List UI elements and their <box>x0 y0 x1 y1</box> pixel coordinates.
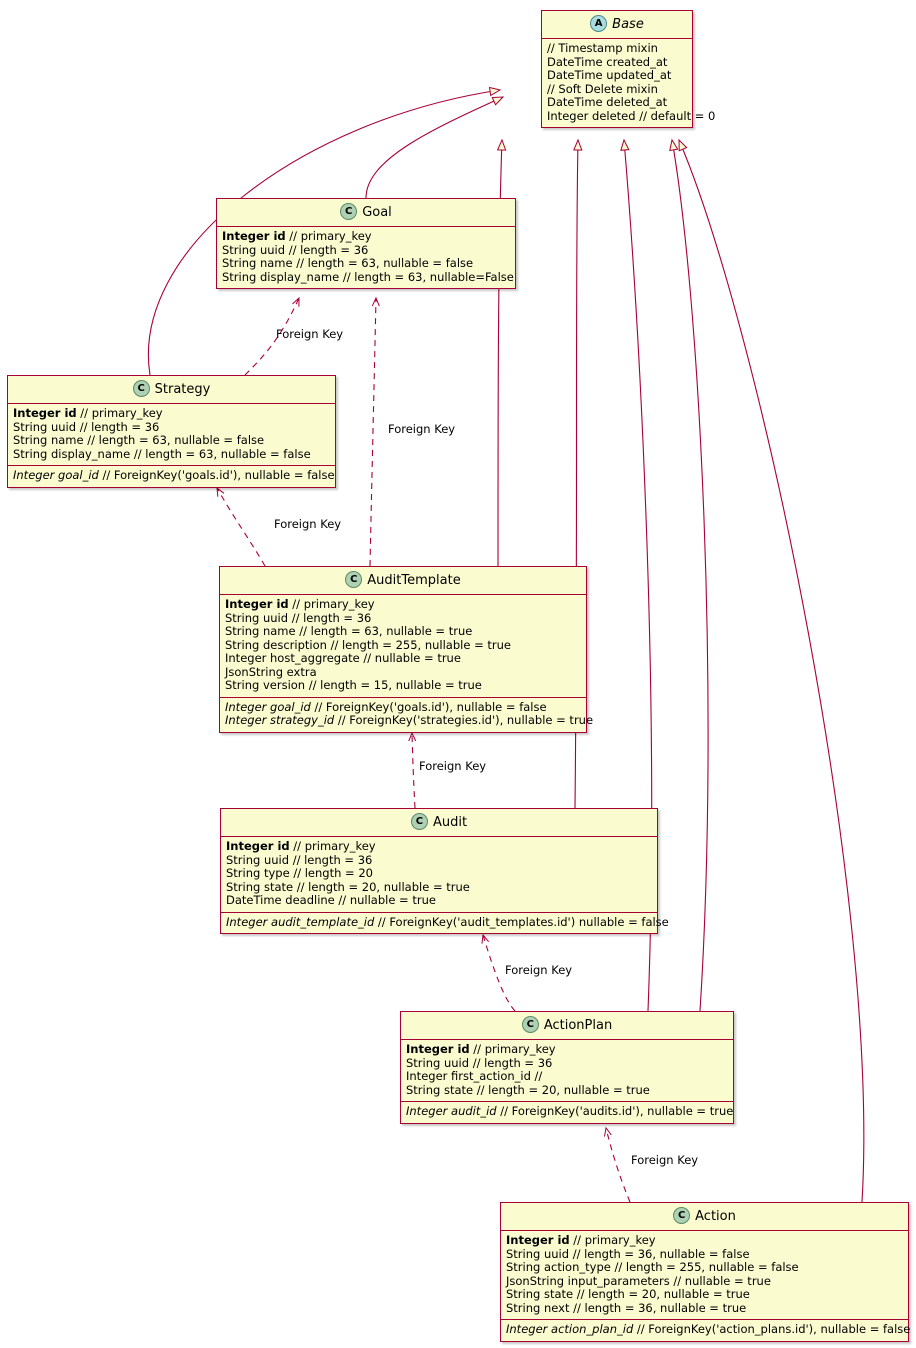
attributes-compartment-action-plan <box>401 1040 733 1101</box>
class-stereotype-icon: C <box>522 1016 539 1033</box>
attribute-row: DateTime created_at <box>547 54 668 69</box>
attribute-row: String type // length = 20 <box>226 866 373 880</box>
attribute-row-pk: Integer id // primary_key <box>506 1233 656 1247</box>
attribute-row: String uuid // length = 36 <box>222 242 369 257</box>
class-box-strategy[interactable] <box>7 375 336 488</box>
attribute-row: DateTime updated_at <box>547 68 672 82</box>
attribute-row-pk: Integer id // primary_key <box>226 839 376 853</box>
class-header-goal <box>217 199 515 227</box>
class-name-strategy: Strategy <box>154 382 211 397</box>
attribute-row: String action_type // length = 255, nullable = false <box>506 1260 799 1274</box>
class-name-audit-template: AuditTemplate <box>367 573 461 588</box>
attribute-row-pk: Integer id // primary_key <box>225 597 375 611</box>
attribute-row: String display_name // length = 63, nullable = false <box>13 446 311 461</box>
class-box-audit-template[interactable] <box>219 566 594 733</box>
attribute-row: String version // length = 15, nullable = true <box>225 678 482 692</box>
attribute-row: String name // length = 63, nullable = true <box>225 624 473 638</box>
attribute-row-fk: Integer audit_id // ForeignKey('audits.id'), nullable = true <box>406 1104 734 1118</box>
attributes-compartment-action <box>501 1231 908 1319</box>
attributes-compartment-audit <box>221 837 657 912</box>
class-name-action: Action <box>695 1209 736 1224</box>
attribute-row: JsonString input_parameters // nullable = true <box>506 1273 771 1288</box>
attribute-row: String description // length = 255, nullable = true <box>225 637 511 652</box>
attribute-row-pk: Integer id // primary_key <box>13 406 163 420</box>
attribute-row: String uuid // length = 36 <box>406 1055 553 1070</box>
attribute-row: String uuid // length = 36 <box>225 610 372 625</box>
foreign-keys-compartment-action-plan <box>401 1101 733 1123</box>
attribute-row-fk: Integer goal_id // ForeignKey('goals.id'), nullable = false <box>225 699 547 714</box>
attribute-row: Integer host_aggregate // nullable = true <box>225 651 461 665</box>
class-header-audit <box>221 809 657 837</box>
foreign-keys-compartment-audit-template <box>220 697 594 732</box>
attribute-row: String name // length = 63, nullable = false <box>222 256 474 270</box>
attribute-row-fk: Integer audit_template_id // ForeignKey('audit_templates.id') nullable = false <box>226 914 669 929</box>
edge-label-foreign-key: Foreign Key <box>274 517 342 531</box>
foreign-keys-compartment-audit <box>221 912 669 934</box>
attribute-row: Integer first_action_id // <box>406 1069 543 1083</box>
class-name-action-plan: ActionPlan <box>543 1018 613 1033</box>
class-header-strategy <box>8 376 335 404</box>
attribute-row: String next // length = 36, nullable = true <box>506 1300 747 1315</box>
class-header-action-plan <box>401 1012 733 1040</box>
class-stereotype-icon: C <box>673 1207 690 1224</box>
attribute-row: String state // length = 20, nullable = true <box>406 1082 650 1097</box>
attribute-row: Integer deleted // default = 0 <box>547 108 716 123</box>
abstract-stereotype-icon: A <box>590 15 607 32</box>
class-box-audit[interactable] <box>220 808 669 934</box>
attributes-compartment-audit-template <box>220 595 586 697</box>
attribute-row-fk: Integer strategy_id // ForeignKey('strategies.id'), nullable = true <box>225 713 594 727</box>
class-name-goal: Goal <box>362 205 392 220</box>
attribute-row: String uuid // length = 36, nullable = false <box>506 1246 750 1261</box>
attribute-row: String state // length = 20, nullable = true <box>506 1287 750 1301</box>
attribute-row: DateTime deadline // nullable = true <box>226 893 436 907</box>
attribute-row: // Soft Delete mixin <box>547 81 658 96</box>
edge-label-foreign-key: Foreign Key <box>505 963 573 977</box>
attribute-row: DateTime deleted_at <box>547 95 668 109</box>
attribute-row: String uuid // length = 36 <box>226 852 373 867</box>
attribute-row-pk: Integer id // primary_key <box>406 1042 556 1056</box>
attribute-row-fk: Integer action_plan_id // ForeignKey('action_plans.id'), nullable = false <box>506 1322 911 1336</box>
class-header-action <box>501 1203 908 1231</box>
attributes-compartment-goal <box>217 227 515 288</box>
class-header-base <box>542 11 692 39</box>
class-box-action[interactable] <box>500 1202 909 1342</box>
edge-label-foreign-key: Foreign Key <box>631 1153 699 1167</box>
attribute-row-fk: Integer goal_id // ForeignKey('goals.id'), nullable = false <box>13 468 335 482</box>
attribute-row: String display_name // length = 63, nullable=False <box>222 269 514 284</box>
attributes-compartment-base <box>542 39 716 127</box>
attribute-row: String state // length = 20, nullable = true <box>226 879 470 894</box>
edge-label-foreign-key: Foreign Key <box>388 422 456 436</box>
class-box-action-plan[interactable] <box>400 1011 734 1124</box>
edge-label-foreign-key: Foreign Key <box>276 327 344 341</box>
attribute-row: // Timestamp mixin <box>547 41 658 55</box>
class-header-audit-template <box>220 567 586 595</box>
class-stereotype-icon: C <box>133 380 150 397</box>
class-box-goal[interactable] <box>216 198 516 289</box>
class-name-base: Base <box>612 17 644 32</box>
class-stereotype-icon: C <box>340 203 357 220</box>
class-stereotype-icon: C <box>345 571 362 588</box>
foreign-keys-compartment-strategy <box>8 465 335 487</box>
foreign-keys-compartment-action <box>501 1319 911 1341</box>
attribute-row: JsonString extra <box>225 664 317 679</box>
class-box-base[interactable] <box>541 10 716 128</box>
attribute-row: String name // length = 63, nullable = false <box>13 433 265 447</box>
edge-label-foreign-key: Foreign Key <box>419 759 487 773</box>
attributes-compartment-strategy <box>8 404 335 465</box>
class-stereotype-icon: C <box>411 813 428 830</box>
attribute-row-pk: Integer id // primary_key <box>222 229 372 243</box>
class-name-audit: Audit <box>432 815 468 830</box>
attribute-row: String uuid // length = 36 <box>13 419 160 434</box>
